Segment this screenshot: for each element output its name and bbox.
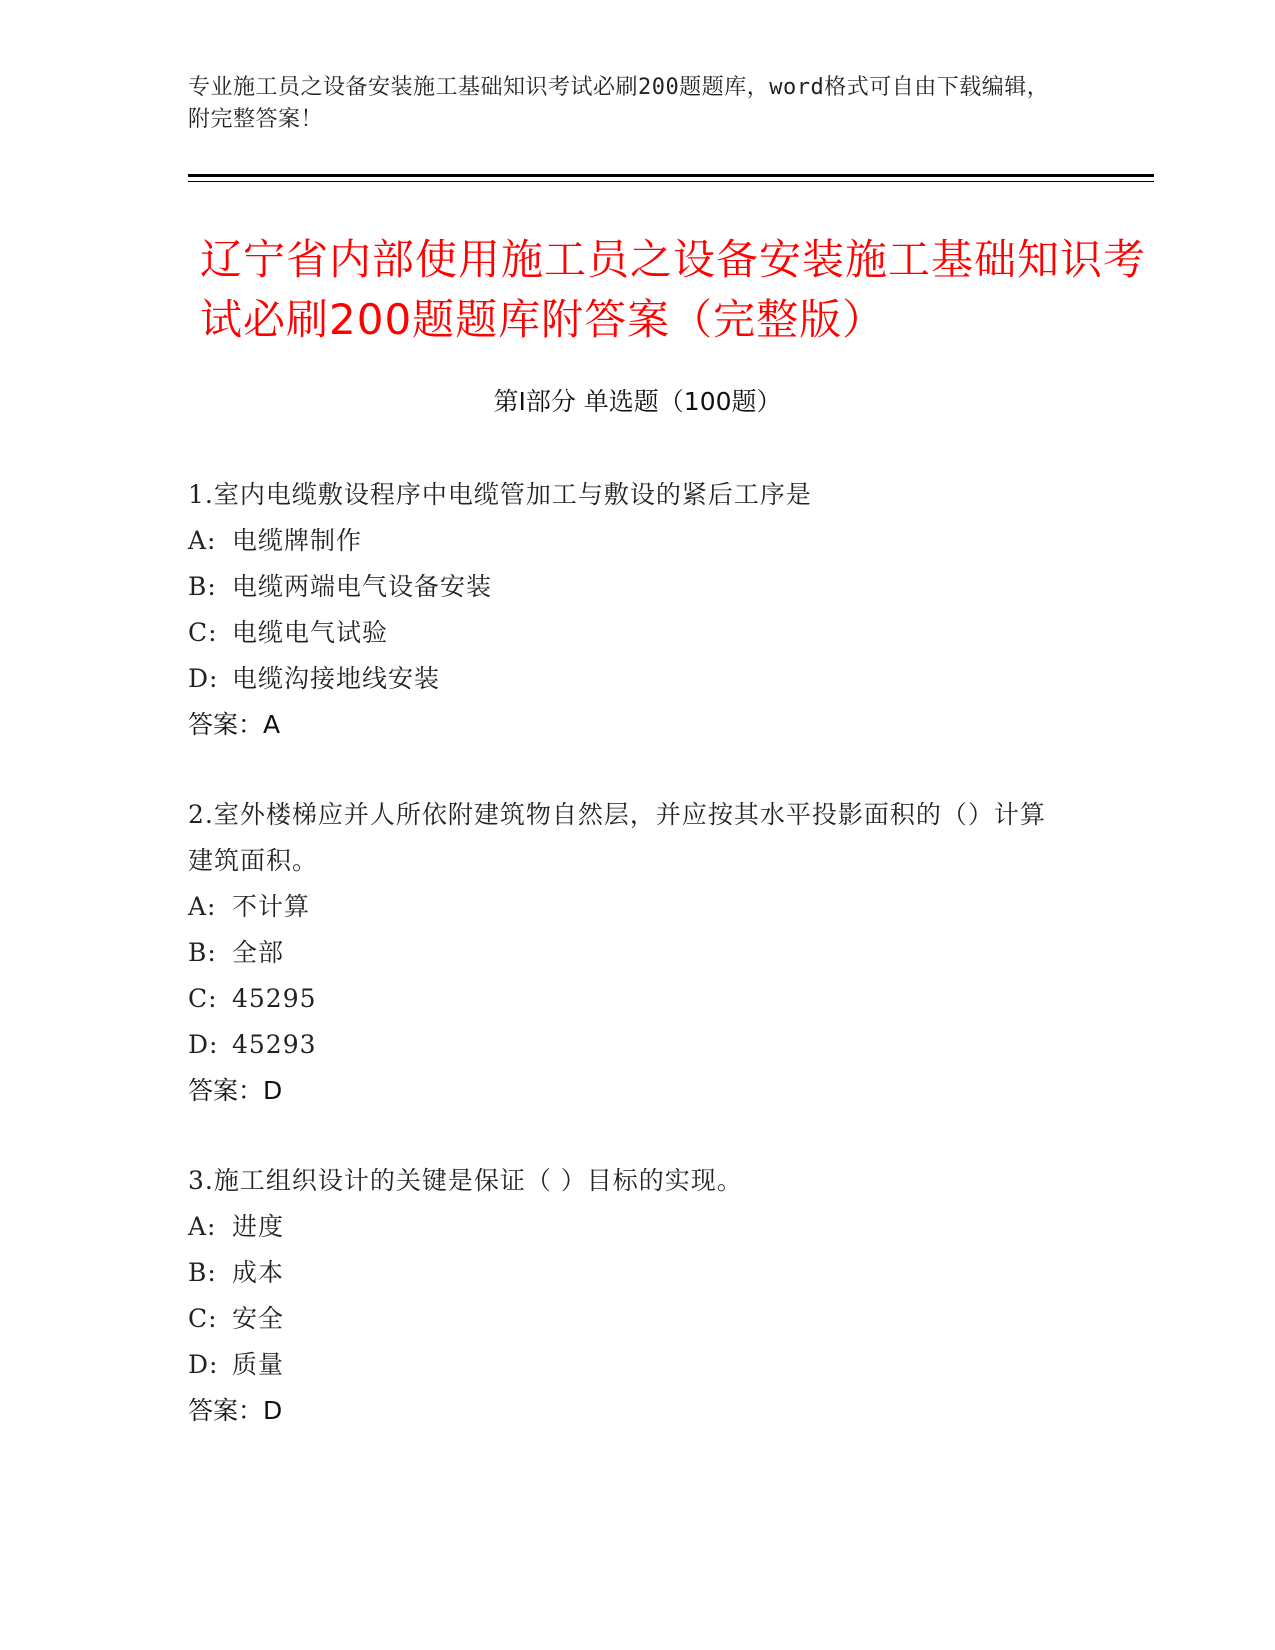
option-text: 全部 (232, 938, 285, 967)
question-1 (188, 472, 1068, 748)
option-text: 45295 (232, 984, 317, 1013)
question-stem: 1.室内电缆敷设程序中电缆管加工与敷设的紧后工序是 (188, 480, 812, 509)
question-list (188, 472, 1068, 1478)
question-stem: 3.施工组织设计的关键是保证（ ）目标的实现。 (188, 1166, 743, 1195)
option-text: 进度 (232, 1212, 285, 1241)
question-stem: 2.室外楼梯应并人所依附建筑物自然层，并应按其水平投影面积的（）计算建筑面积。 (188, 800, 1046, 875)
option-text: 成本 (232, 1258, 285, 1287)
option-key: B: (188, 572, 217, 601)
answer: 答案：D (188, 1396, 283, 1425)
option-a (188, 518, 1068, 564)
option-b (188, 1250, 1068, 1296)
option-key: C: (188, 984, 218, 1013)
option-d (188, 1342, 1068, 1388)
option-a (188, 1204, 1068, 1250)
option-text: 不计算 (232, 892, 311, 921)
option-c (188, 1296, 1068, 1342)
option-d (188, 656, 1068, 702)
option-c (188, 610, 1068, 656)
option-a (188, 884, 1068, 930)
option-text: 电缆两端电气设备安装 (232, 572, 493, 601)
option-c (188, 976, 1068, 1022)
option-d (188, 1022, 1068, 1068)
option-text: 电缆沟接地线安装 (232, 664, 441, 693)
answer: 答案：A (188, 710, 281, 739)
question-3 (188, 1158, 1068, 1434)
option-b (188, 930, 1068, 976)
question-2 (188, 792, 1068, 1114)
option-key: A: (188, 526, 217, 555)
option-key: B: (188, 938, 217, 967)
option-b (188, 564, 1068, 610)
option-key: A: (188, 892, 217, 921)
option-key: D: (188, 1030, 219, 1059)
option-key: D: (188, 664, 219, 693)
option-key: C: (188, 1304, 218, 1333)
option-key: C: (188, 618, 218, 647)
document-title: 辽宁省内部使用施工员之设备安装施工基础知识考试必刷200题题库附答案（完整版） (200, 235, 1147, 344)
answer: 答案：D (188, 1076, 283, 1105)
option-text: 电缆牌制作 (232, 526, 363, 555)
header-note: 专业施工员之设备安装施工基础知识考试必刷200题题库，word格式可自由下载编辑，附完整答案！ (188, 75, 1050, 132)
option-key: A: (188, 1212, 217, 1241)
option-text: 电缆电气试验 (232, 618, 389, 647)
option-text: 安全 (232, 1304, 285, 1333)
option-key: D: (188, 1350, 219, 1379)
option-text: 质量 (232, 1350, 285, 1379)
section-heading: 第Ⅰ部分 单选题（100题） (493, 387, 782, 416)
option-text: 45293 (232, 1030, 317, 1059)
header-rule-thin (188, 181, 1154, 182)
header-rule-thick (188, 174, 1154, 177)
option-key: B: (188, 1258, 217, 1287)
